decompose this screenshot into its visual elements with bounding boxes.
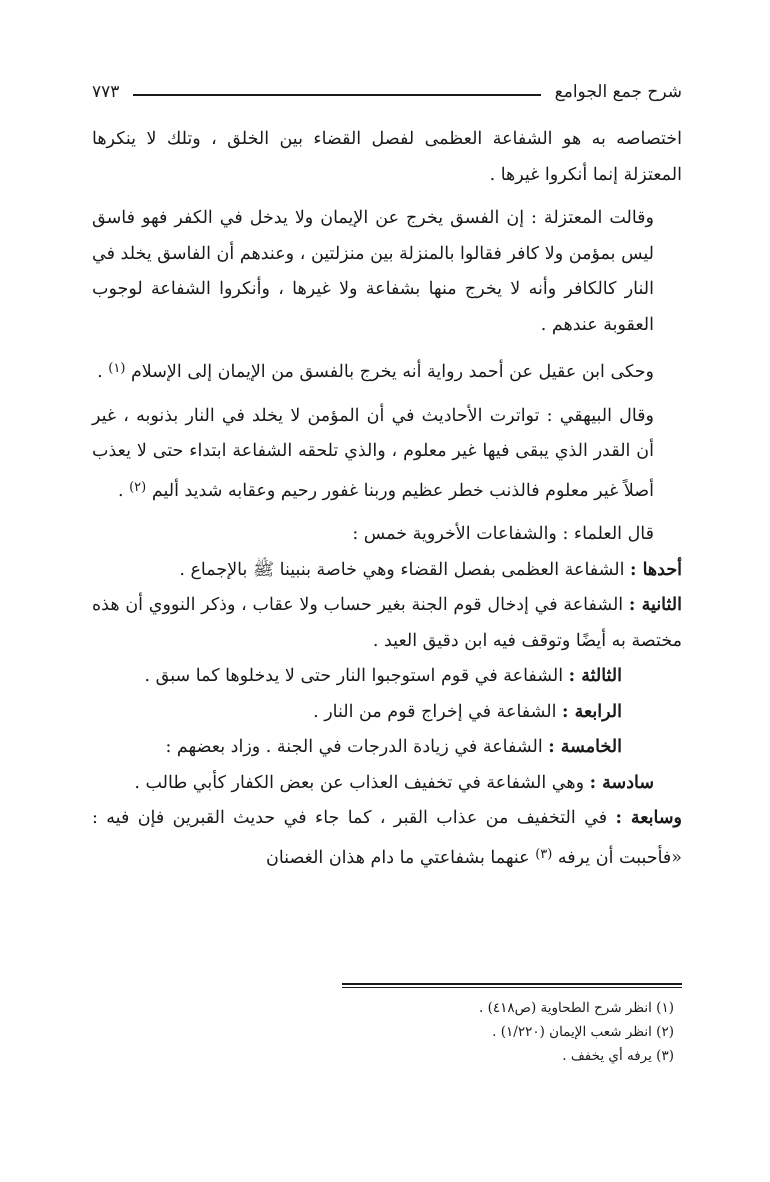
item-6-label: سادسة : — [589, 772, 654, 793]
item-5-text: الشفاعة في زيادة الدرجات في الجنة . وزاد بعضهم : — [165, 737, 549, 757]
main-text — [92, 122, 682, 876]
list-item-6 — [92, 766, 682, 802]
paragraph-1: اختصاصه به هو الشفاعة العظمى لفصل القضاء بين الخلق ، وتلك لا ينكرها المعتزلة إنما أنكروا غيرها . — [92, 129, 682, 185]
paragraph-3-text: وحكى ابن عقيل عن أحمد رواية أنه يخرج بالفسق من الإيمان إلى الإسلام — [130, 362, 654, 382]
list-item-4 — [92, 695, 682, 731]
page-number: ٧٧٣ — [92, 82, 120, 102]
paragraph-3-end: . — [97, 362, 109, 382]
item-3-text: الشفاعة في قوم استوجبوا النار حتى لا يدخلوها كما سبق . — [144, 666, 569, 686]
list-item-1 — [92, 553, 682, 589]
item-2-text: الشفاعة في إدخال قوم الجنة بغير حساب ولا عقاب ، وذكر النووي أن هذه مختصة به أيضًا وتوقف فيه ابن دقيق العيد . — [92, 595, 682, 651]
item-4-text: الشفاعة في إخراج قوم من النار . — [313, 701, 563, 722]
book-title: شرح جمع الجوامع — [554, 82, 682, 102]
footnote-mark-2: (٢) — [129, 479, 147, 495]
item-1-label: أحدها : — [630, 559, 682, 580]
footnotes — [92, 996, 682, 1068]
paragraph-4 — [92, 399, 682, 510]
item-5-label: الخامسة : — [548, 737, 622, 757]
footnote-1: (١) انظر شرح الطحاوية (ص٤١٨) . — [479, 1000, 674, 1016]
paragraph-4-text: وقال البيهقي : تواترت الأحاديث في أن المؤمن لا يخلد في النار بذنوبه ، غير أن القدر الذي يبقى فيها غير معلوم ، والذي تلحقه الشفاعة ابتداء حتى لا يعذب أصلاً غير معلوم فالذنب خطر عظيم وربنا غفور رحيم وعقابه شديد أليم — [92, 405, 654, 501]
item-6-text: وهي الشفاعة في تخفيف العذاب عن بعض الكفار كأبي طالب . — [134, 772, 590, 793]
item-3-label: الثالثة : — [568, 666, 622, 686]
item-2-label: الثانية : — [628, 595, 682, 615]
list-item-3 — [92, 659, 682, 695]
item-7-text: في التخفيف من عذاب القبر ، كما جاء في حديث القبرين فإن فيه : «فأحببت أن يرفه — [92, 808, 682, 868]
item-4-label: الرابعة : — [562, 701, 622, 722]
paragraph-5: قال العلماء : والشفاعات الأخروية خمس : — [352, 524, 654, 544]
footnote-mark-1: (١) — [108, 361, 126, 376]
footnote-2: (٢) انظر شعب الإيمان (١/٢٢٠) . — [492, 1024, 674, 1040]
footnote-rule — [342, 983, 682, 985]
paragraph-3 — [92, 351, 682, 391]
footnote-3: (٣) يرفه أي يخفف . — [562, 1048, 674, 1064]
book-page — [92, 78, 682, 1064]
list-item-7 — [92, 801, 682, 876]
footnote-mark-3: (٣) — [535, 846, 553, 862]
list-item-2 — [92, 588, 682, 659]
paragraph-4-end: . — [117, 480, 130, 501]
header-rule — [133, 94, 540, 96]
item-7-label: وسابعة : — [615, 808, 682, 828]
running-header — [92, 78, 682, 106]
item-7-text-after: عنهما بشفاعتي ما دام هذان الغصنان — [265, 847, 536, 868]
paragraph-2: وقالت المعتزلة : إن الفسق يخرج عن الإيمان ولا يدخل في الكفر فهو فاسق ليس بمؤمن ولا كافر فقالوا بالمنزلة بين منزلتين ، وعندهم أن الفاسق يخلد في النار كالكافر وأنه لا يخرج منها بشفاعة ولا غيرها ، وأنكروا الشفاعة لوجوب العقوبة عندهم . — [92, 208, 654, 335]
list-item-5 — [92, 730, 682, 766]
item-1-text: الشفاعة العظمى بفصل القضاء وهي خاصة بنبينا ﷺ بالإجماع . — [179, 559, 631, 580]
footnote-rule-thin — [342, 987, 682, 988]
